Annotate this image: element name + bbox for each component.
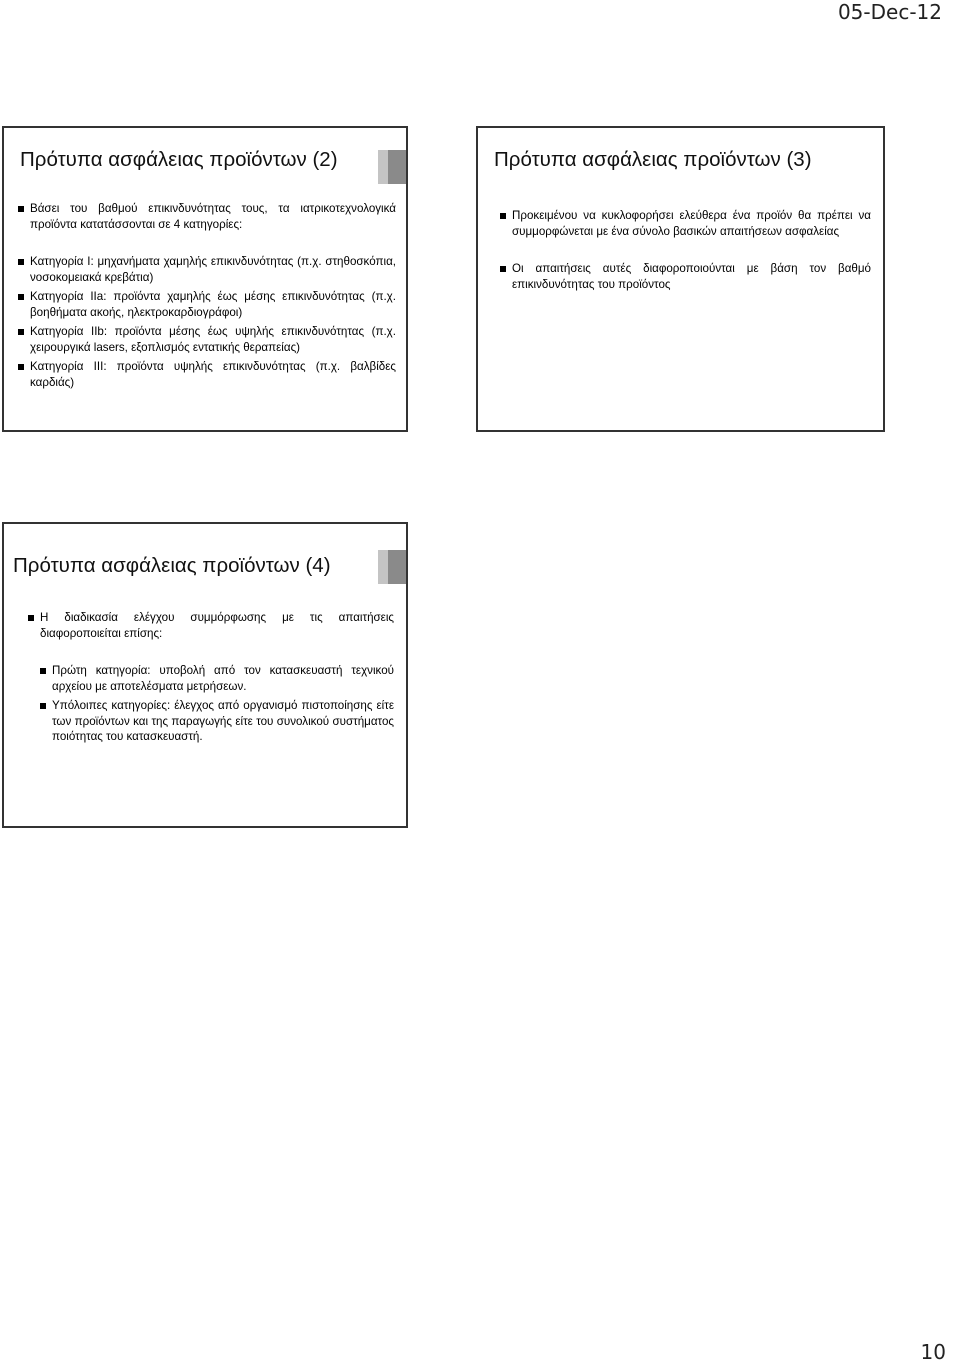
title-accent-bar bbox=[378, 550, 406, 584]
slide-title: Πρότυπα ασφάλειας προϊόντων (3) bbox=[494, 148, 812, 171]
bullet-item: Κατηγορία ΙΙa: προϊόντα χαμηλής έως μέσης επικινδυνότητας (π.χ. βοηθήματα ακοής, ηλεκτροκαρδιογράφοι) bbox=[18, 289, 396, 320]
slide-title-row bbox=[4, 524, 406, 584]
sub-bullet-item: Πρώτη κατηγορία: υποβολή από τον κατασκευαστή τεχνικού αρχείου με αποτελέσματα μετρήσεων. bbox=[40, 663, 394, 694]
slide-body bbox=[28, 610, 394, 745]
slide-title: Πρότυπα ασφάλειας προϊόντων (2) bbox=[20, 148, 338, 171]
title-accent-bar bbox=[378, 150, 406, 184]
bullet-item: Κατηγορία ΙΙb: προϊόντα μέσης έως υψηλής επικινδυνότητας (π.χ. χειρουργικά lasers, εξοπλισμός εντατικής θεραπείας) bbox=[18, 324, 396, 355]
bullet-item: Κατηγορία ΙΙΙ: προϊόντα υψηλής επικινδυνότητας (π.χ. βαλβίδες καρδιάς) bbox=[18, 359, 396, 390]
slide-body bbox=[500, 208, 871, 292]
slide-title-row bbox=[478, 128, 883, 188]
bullet-item: Οι απαιτήσεις αυτές διαφοροποιούνται με βάση τον βαθμό επικινδυνότητας του προϊόντος bbox=[500, 261, 871, 292]
slide-title: Πρότυπα ασφάλειας προϊόντων (4) bbox=[13, 554, 331, 577]
slide-thumbnail-3 bbox=[476, 126, 885, 432]
bullet-item: Κατηγορία Ι: μηχανήματα χαμηλής επικινδυνότητας (π.χ. στηθοσκόπια, νοσοκομειακά κρεβάτια) bbox=[18, 254, 396, 285]
slide-body bbox=[18, 201, 396, 390]
header-date: 05-Dec-12 bbox=[837, 0, 942, 24]
title-accent-bar-light bbox=[378, 550, 388, 584]
bullet-item: Προκειμένου να κυκλοφορήσει ελεύθερα ένα προϊόν θα πρέπει να συμμορφώνεται με ένα σύνολο βασικών απαιτήσεων ασφαλείας bbox=[500, 208, 871, 239]
title-accent-bar-light bbox=[378, 150, 388, 184]
bullet-item: Βάσει του βαθμού επικινδυνότητας τους, τα ιατρικοτεχνολογικά προϊόντα κατατάσσονται σε 4 κατηγορίες: bbox=[18, 201, 396, 232]
slide-title-row bbox=[4, 128, 406, 188]
slide-thumbnail-2 bbox=[2, 126, 408, 432]
sub-bullet-item: Υπόλοιπες κατηγορίες: έλεγχος από οργανισμό πιστοποίησης είτε των προϊόντων και της παραγωγής είτε του συνολικού συστήματος ποιότητας του κατασκευαστή. bbox=[40, 698, 394, 745]
bullet-item: Η διαδικασία ελέγχου συμμόρφωσης με τις απαιτήσεις διαφοροποιείται επίσης: bbox=[28, 610, 394, 641]
slide-thumbnail-4 bbox=[2, 522, 408, 828]
page-number: 10 bbox=[920, 1340, 946, 1364]
